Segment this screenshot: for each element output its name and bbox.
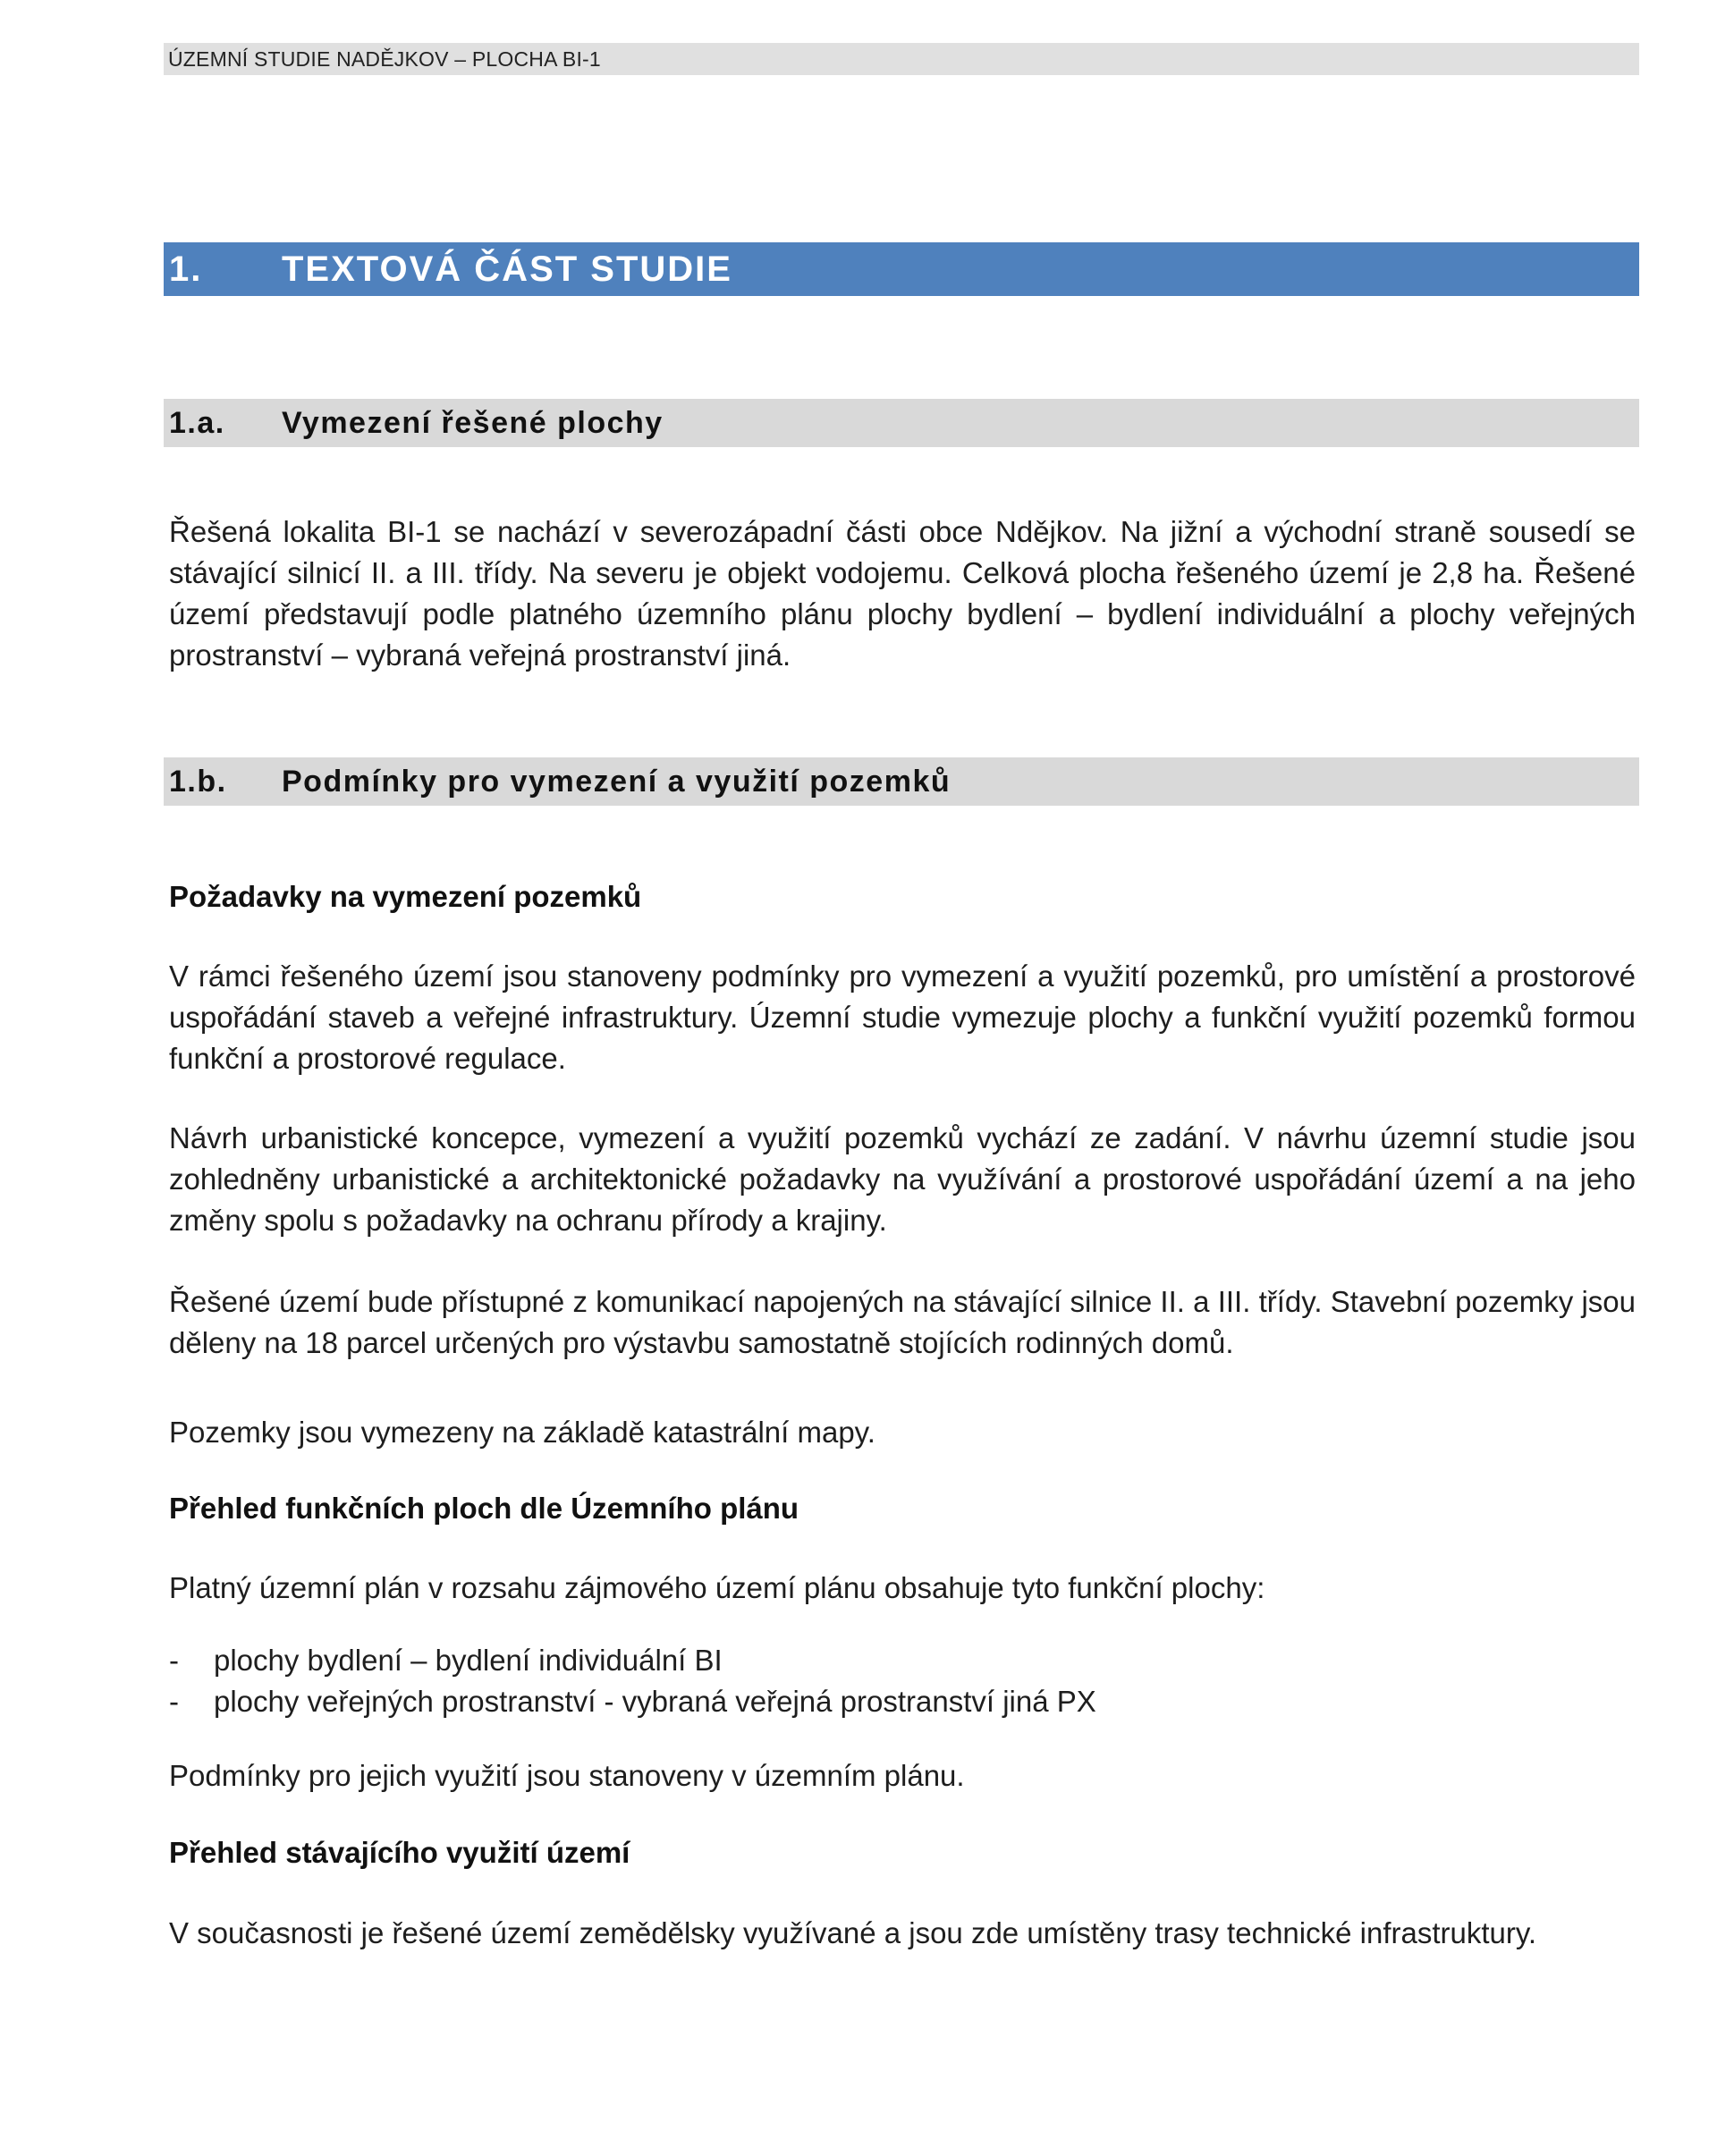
chapter-number: 1. [169,249,203,289]
paragraph-access: Řešené území bude přístupné z komunikací napojených na stávající silnice II. a III. třídy. Stavební pozemky jsou děleny na 18 parcel určených pro výstavbu samostatně stojících rodinných domů. [169,1285,1636,1359]
list-item-text: plochy bydlení – bydlení individuální BI [214,1644,723,1677]
section-number-1a: 1.a. [169,405,225,440]
section-title-1a: Vymezení řešené plochy [282,405,664,440]
paragraph-usage-conditions: Podmínky pro jejich využití jsou stanoveny v územním plánu. [169,1759,965,1792]
paragraph-functional-areas: Platný územní plán v rozsahu zájmového území plánu obsahuje tyto funkční plochy: [169,1571,1265,1604]
paragraph-cadastral: Pozemky jsou vymezeny na základě katastrální mapy. [169,1416,875,1449]
subheading-current-use: Přehled stávajícího využití území [169,1836,630,1869]
list-bullet: - [169,1644,179,1677]
section-title-1b: Podmínky pro vymezení a využití pozemků [282,764,952,799]
paragraph-current-use: V současnosti je řešené území zemědělsky využívané a jsou zde umístěny trasy technické infrastruktury. [169,1916,1537,1949]
paragraph-conditions: V rámci řešeného území jsou stanoveny podmínky pro vymezení a využití pozemků, pro umístění a prostorové uspořádání staveb a veřejné infrastruktury. Územní studie vymezuje plochy a funkční využití pozemků formou funkční a prostorové regulace. [169,960,1636,1075]
list-item [169,1681,1636,1722]
subheading-requirements: Požadavky na vymezení pozemků [169,880,642,913]
running-header: ÚZEMNÍ STUDIE NADĚJKOV – PLOCHA BI-1 [164,43,1639,75]
section-heading-1b [164,757,1639,806]
list-item [169,1640,1636,1681]
chapter-heading [164,242,1639,296]
chapter-title: TEXTOVÁ ČÁST STUDIE [282,249,732,289]
subheading-functional-areas: Přehled funkčních ploch dle Územního plánu [169,1492,799,1525]
paragraph-urban-concept: Návrh urbanistické koncepce, vymezení a využití pozemků vychází ze zadání. V návrhu územní studie jsou zohledněny urbanistické a architektonické požadavky na využívání a prostorové uspořádání území a na jeho změny spolu s požadavky na ochranu přírody a krajiny. [169,1121,1636,1237]
paragraph-locality: Řešená lokalita BI-1 se nachází v severozápadní části obce Ndějkov. Na jižní a východní straně sousedí se stávající silnicí II. a III. třídy. Na severu je objekt vodojemu. Celková plocha řešeného území je 2,8 ha. Řešené území představují podle platného územního plánu plochy bydlení – bydlení individuální a plochy veřejných prostranství – vybraná veřejná prostranství jiná. [169,515,1636,672]
section-heading-1a [164,399,1639,447]
list-item-text: plochy veřejných prostranství - vybraná veřejná prostranství jiná PX [214,1685,1096,1718]
list-bullet: - [169,1685,179,1718]
functional-areas-list [169,1640,1636,1722]
section-number-1b: 1.b. [169,764,227,799]
